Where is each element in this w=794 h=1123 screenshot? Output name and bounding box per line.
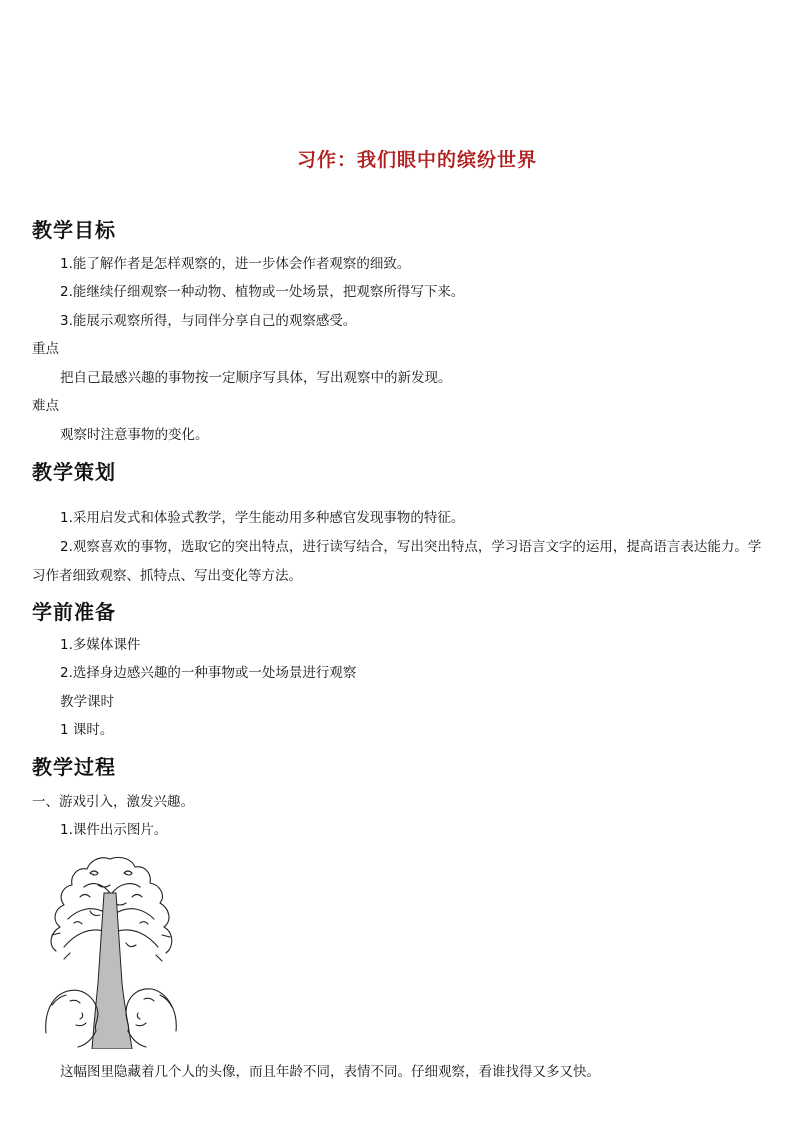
heading-teaching-goals: 教学目标 [32,218,116,242]
goal-item-3: 3.能展示观察所得，与同伴分享自己的观察感受。 [60,313,357,329]
heading-teaching-strategy: 教学策划 [32,460,116,484]
process-step-1: 一、游戏引入，激发兴趣。 [32,794,194,810]
goal-item-1: 1.能了解作者是怎样观察的，进一步体会作者观察的细致。 [60,256,411,272]
key-point-label: 重点 [32,341,59,357]
key-point-text: 把自己最感兴趣的事物按一定顺序写具体，写出观察中的新发现。 [60,370,452,386]
document-title: 习作：我们眼中的缤纷世界 [296,149,537,171]
strategy-item-1: 1.采用启发式和体验式教学，学生能动用多种感官发现事物的特征。 [60,510,465,526]
class-hours-value: 1 课时。 [60,722,114,738]
goal-item-2: 2.能继续仔细观察一种动物、植物或一处场景，把观察所得写下来。 [60,284,465,300]
difficulty-text: 观察时注意事物的变化。 [60,427,209,443]
heading-preparation: 学前准备 [32,600,116,624]
hidden-faces-tree-illustration [40,853,180,1049]
class-hours-label: 教学课时 [60,694,114,710]
prep-item-1: 1.多媒体课件 [60,637,141,653]
process-step-1-item-1: 1.课件出示图片。 [60,822,168,838]
strategy-item-2: 2.观察喜欢的事物，选取它的突出特点，进行读写结合，写出突出特点，学习语言文字的运用，提高语言表达能力。学习作者细致观察、抓特点、写出变化等方法。 [32,539,762,584]
prep-item-2: 2.选择身边感兴趣的一种事物或一处场景进行观察 [60,665,357,681]
illustration-caption: 这幅图里隐藏着几个人的头像，而且年龄不同，表情不同。仔细观察，看谁找得又多又快。 [60,1064,600,1080]
difficulty-label: 难点 [32,398,59,414]
heading-teaching-process: 教学过程 [32,755,116,779]
